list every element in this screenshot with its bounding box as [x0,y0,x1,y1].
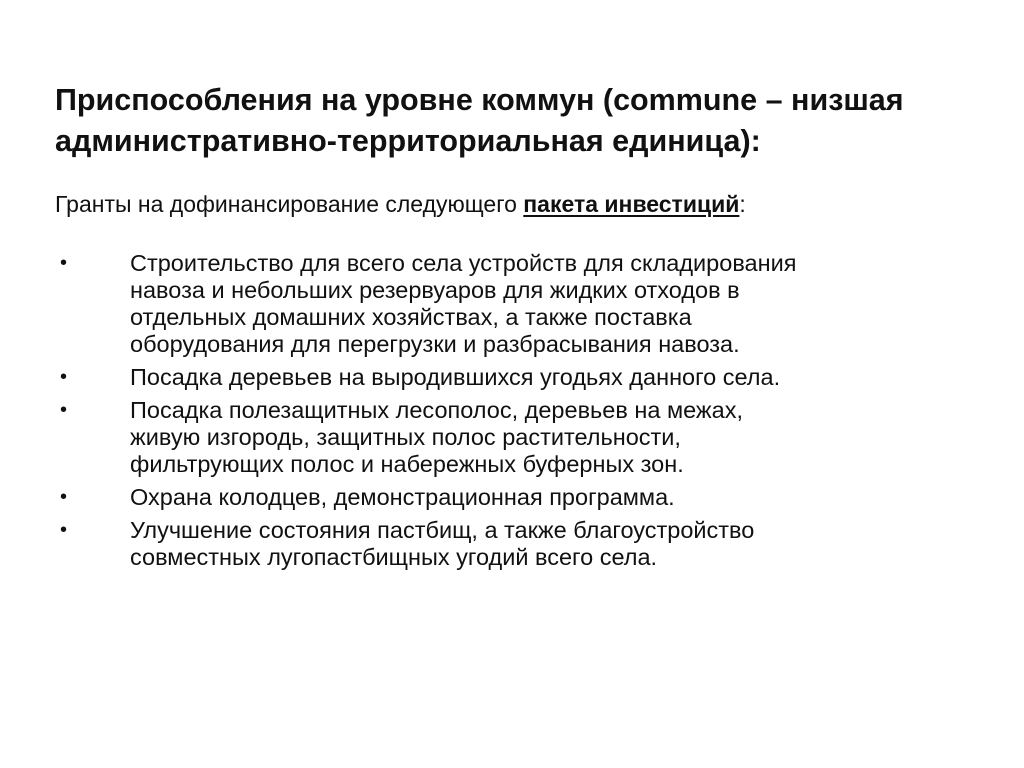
bullet-text-line: Охрана колодцев, демонстрационная программа. [130,484,675,510]
bullet-icon: • [60,486,68,508]
bullet-icon: • [60,252,68,274]
bullet-item [0,517,1024,571]
slide-title [55,80,1015,162]
bullet-text-line: совместных лугопастбищных угодий всего села. [130,544,658,570]
slide-title-line: административно-территориальная единица): [55,124,761,158]
intro-text: Гранты на дофинансирование следующего [55,191,524,217]
slide-title-line: Приспособления на уровне коммун (commune – низшая [55,83,904,117]
bullet-icon: • [60,366,68,388]
bullet-text-line: Посадка полезащитных лесополос, деревьев на межах, [130,397,743,423]
bullet-item [0,484,1024,511]
bullet-item [0,397,1024,478]
bullet-item [0,250,1024,358]
bullet-text-line: Посадка деревьев на выродившихся угодьях данного села. [130,364,781,390]
bullet-text-line: живую изгородь, защитных полос растительности, [130,424,681,450]
intro-emphasis: пакета инвестиций [523,191,740,217]
intro-text-end: : [739,191,746,217]
bullet-icon: • [60,399,68,421]
bullet-text-line: Улучшение состояния пастбищ, а также благоустройство [130,517,755,543]
bullet-list [0,250,1024,577]
bullet-item [0,364,1024,391]
bullet-text-line: фильтрующих полос и набережных буферных зон. [130,451,684,477]
bullet-text-line: навоза и небольших резервуаров для жидких отходов в [130,277,740,303]
bullet-icon: • [60,519,68,541]
bullet-text-line: оборудования для перегрузки и разбрасывания навоза. [130,331,740,357]
bullet-text-line: отдельных домашних хозяйствах, а также поставка [130,304,692,330]
bullet-text-line: Строительство для всего села устройств для складирования [130,250,797,276]
intro-paragraph [55,190,995,218]
